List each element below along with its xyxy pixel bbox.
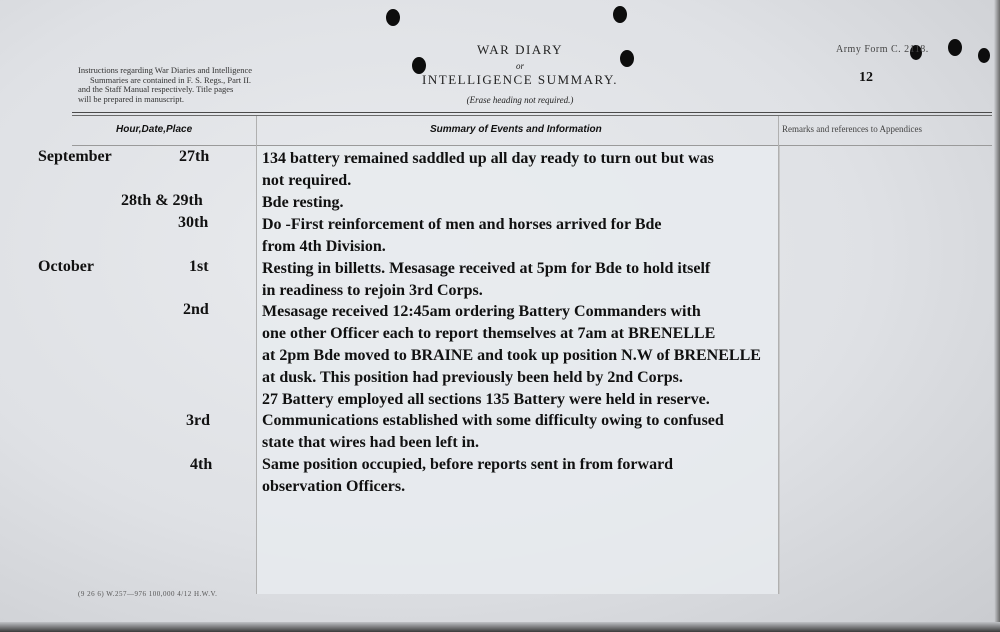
instructions-line: Summaries are contained in F. S. Regs., Part II. (90, 74, 252, 85)
column-divider (778, 116, 779, 594)
entry-line: in readiness to rejoin 3rd Corps. (262, 282, 483, 299)
entry-line: one other Officer each to report themselves at 7am at BRENELLE (262, 325, 716, 342)
entry-text (262, 301, 761, 411)
army-form-number: Army Form C. 2118. (836, 44, 929, 55)
title-intelligence-summary: INTELLIGENCE SUMMARY. (422, 72, 618, 87)
entry-date: 28th & 29th (121, 192, 203, 209)
instructions-line: and the Staff Manual respectively. Title pages (78, 84, 234, 94)
instructions-note (78, 66, 318, 104)
entry-text (262, 258, 710, 302)
col-header-hour-date-place: Hour,Date,Place (116, 124, 193, 135)
entry-line: 134 battery remained saddled up all day ready to turn out but was (262, 150, 714, 167)
col-header-summary: Summary of Events and Information (430, 124, 602, 135)
punch-hole-icon (978, 48, 990, 63)
entry-text (262, 148, 714, 192)
entry-month: September (38, 148, 112, 165)
erase-note: (Erase heading not required.) (466, 95, 574, 105)
form-heading (380, 42, 660, 105)
entry-line: not required. (262, 172, 352, 189)
entry-line: at 2pm Bde moved to BRAINE and took up position N.W of BRENELLE (262, 347, 761, 364)
punch-hole-icon (948, 39, 962, 56)
entry-text (262, 192, 343, 214)
entry-date: 27th (179, 148, 210, 165)
col-header-remarks: Remarks and references to Appendices (782, 124, 922, 134)
entry-text (262, 454, 673, 498)
page-edge-right (994, 0, 1000, 632)
column-divider (256, 116, 257, 594)
entry-line: Resting in billetts. Mesasage received at 5pm for Bde to hold itself (262, 260, 711, 277)
punch-hole-icon (613, 6, 627, 23)
entry-line: Same position occupied, before reports sent in from forward (262, 456, 674, 473)
entry-line: 27 Battery employed all sections 135 Battery were held in reserve. (262, 391, 710, 408)
header-rule (72, 115, 992, 116)
title-war-diary: WAR DIARY (476, 42, 564, 57)
punch-hole-icon (386, 9, 400, 26)
entry-line: Mesasage received 12:45am ordering Battery Commanders with (262, 303, 701, 320)
entry-date: 2nd (183, 301, 209, 318)
entry-date: 4th (190, 456, 213, 473)
entry-line: Communications established with some difficulty owing to confused (262, 412, 724, 429)
entry-date: 1st (189, 258, 209, 275)
entry-line: state that wires had been left in. (262, 434, 480, 451)
entry-date: 30th (178, 214, 209, 231)
entry-line: Do -First reinforcement of men and horses arrived for Bde (262, 216, 662, 233)
instructions-line: will be prepared in manuscript. (78, 93, 184, 104)
header-rule (72, 112, 992, 113)
page-number: 12 (859, 70, 873, 85)
page-edge-bottom (0, 622, 1000, 632)
entry-line: Bde resting. (262, 194, 344, 211)
entry-date: 3rd (186, 412, 210, 429)
entry-line: from 4th Division. (262, 238, 386, 255)
entry-text (262, 410, 724, 454)
title-or: or (515, 61, 524, 71)
print-code: (9 26 6) W.257—976 100,000 4/12 H.W.V. (78, 590, 218, 598)
entry-text (262, 214, 661, 258)
entry-line: at dusk. This position had previously been held by 2nd Corps. (262, 369, 683, 386)
entry-month: October (38, 258, 94, 275)
instructions-line: Instructions regarding War Diaries and Intelligence (78, 65, 253, 75)
entry-line: observation Officers. (262, 478, 406, 495)
